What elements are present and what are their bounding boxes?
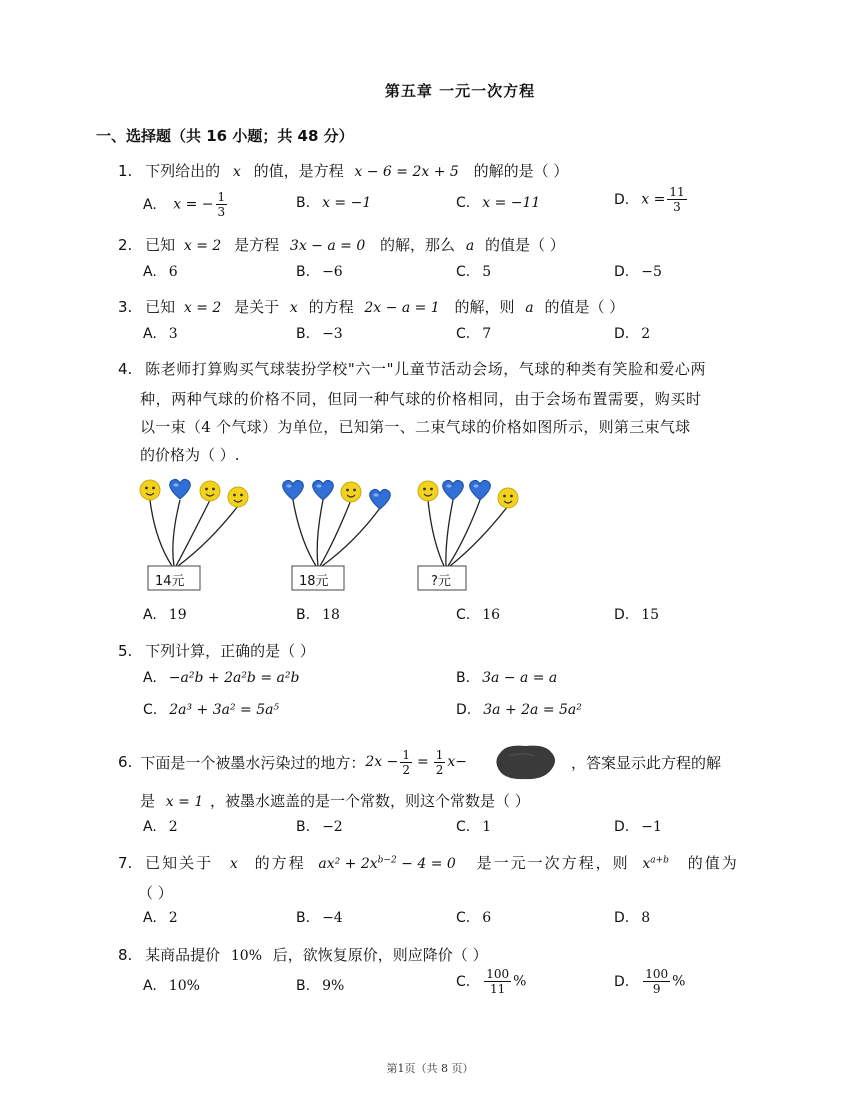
equation-part: 2x − [365, 754, 399, 770]
denominator: 11 [490, 982, 506, 996]
option-c[interactable] [143, 702, 279, 718]
option-a[interactable] [143, 819, 178, 835]
heart-balloon-icon [443, 480, 464, 500]
question-3 [118, 296, 624, 317]
question-2 [118, 234, 565, 255]
option-d[interactable] [614, 607, 659, 623]
option-c[interactable] [456, 910, 491, 926]
question-text: 已知关于 [145, 854, 214, 872]
option-c[interactable] [456, 819, 491, 835]
option-b[interactable] [456, 670, 557, 686]
page-footer: 第1页（共 8 页） [386, 1062, 474, 1075]
question-number: 5. [118, 642, 133, 660]
fraction [434, 748, 446, 777]
option-label: A. [143, 670, 157, 686]
option-label: D. [614, 819, 630, 835]
option-label: A. [143, 819, 157, 835]
question-number: 4. [118, 360, 133, 378]
option-label: C. [456, 910, 471, 926]
option-a[interactable] [143, 607, 187, 623]
option-a[interactable] [143, 326, 178, 342]
option-label: C. [456, 607, 471, 623]
option-d[interactable] [614, 967, 685, 996]
question-6 [118, 742, 721, 782]
question-text: 以一束（4 个气球）为单位，已知第一、二束气球的价格如图所示，则第三束气球 [140, 418, 691, 436]
math-var: a [525, 300, 534, 316]
price-label: 14元 [155, 574, 185, 589]
option-value: 3a − a = a [482, 670, 558, 686]
question-text: 的解，则 [454, 298, 515, 316]
numerator: 100 [486, 967, 510, 981]
option-label: C. [143, 702, 158, 718]
equation: 3x − a = 0 [289, 238, 366, 254]
question-4 [118, 358, 706, 379]
option-label: B. [296, 910, 311, 926]
condition: x = 2 [183, 300, 222, 316]
percent-sign: % [672, 973, 686, 990]
question-text: 的价格为（ ）. [140, 446, 240, 464]
option-label: D. [456, 702, 472, 718]
question-text: 的方程 [308, 298, 354, 316]
numerator: 100 [645, 967, 669, 981]
ink-blot-icon [487, 742, 567, 782]
option-value: 9% [322, 978, 345, 994]
question-text: ，答案显示此方程的解 [570, 753, 721, 772]
option-value: 3 [168, 326, 178, 342]
option-value: 18 [322, 607, 340, 623]
question-number: 2. [118, 236, 133, 254]
option-d[interactable] [614, 819, 662, 835]
heart-balloon-icon [313, 480, 334, 500]
equation: 2x − a = 1 [364, 300, 440, 316]
question-text: 是 [140, 792, 156, 810]
option-label: A. [143, 607, 157, 623]
option-b[interactable] [296, 326, 343, 342]
option-value: 1 [482, 819, 492, 835]
option-label: B. [296, 607, 311, 623]
question-text: ，被墨水遮盖的是一个常数，则这个常数是（ ） [210, 792, 530, 810]
option-value: −3 [322, 326, 343, 342]
percent-sign: % [513, 973, 527, 990]
heart-balloon-icon [283, 480, 304, 500]
option-value: 2a³ + 3a² = 5a⁵ [169, 702, 280, 718]
question-number: 7. [118, 854, 133, 872]
option-value: −5 [641, 264, 662, 280]
question-number: 1. [118, 162, 133, 180]
option-label: B. [296, 978, 311, 994]
option-label: A. [143, 910, 157, 926]
question-text: 的值为 [687, 854, 739, 872]
smiley-balloon-icon [200, 481, 220, 501]
math-var: a [465, 238, 475, 254]
denominator: 3 [673, 200, 681, 214]
question-text: 的值是（ ） [484, 236, 565, 254]
question-5 [118, 640, 315, 661]
smiley-balloon-icon [140, 480, 160, 500]
question-text: 后，欲恢复原价，则应降价（ ） [272, 946, 488, 964]
option-label: C. [456, 195, 471, 211]
option-value: −1 [641, 819, 662, 835]
option-a[interactable] [143, 190, 229, 219]
option-d[interactable] [614, 264, 662, 280]
price-label: ?元 [431, 574, 451, 589]
option-value: x = −11 [482, 195, 541, 211]
numerator: 1 [402, 747, 410, 762]
price-label: 18元 [299, 574, 329, 589]
option-value: 2 [168, 819, 178, 835]
math-var: x [229, 856, 238, 872]
question-text: 的值是（ ） [544, 298, 625, 316]
question-text: （ ） [138, 884, 173, 902]
option-b[interactable] [296, 978, 344, 994]
page-title: 第五章 一元一次方程 [384, 82, 536, 100]
option-value: 15 [641, 607, 660, 623]
equation-part: = [416, 754, 429, 770]
option-label: D. [614, 326, 630, 342]
numerator: 1 [217, 190, 226, 204]
expression: $x^{a+b}$ [642, 855, 669, 872]
option-a[interactable] [143, 910, 178, 926]
option-label: D. [614, 264, 630, 280]
question-number: 3. [118, 298, 133, 316]
option-b[interactable] [296, 910, 343, 926]
math-var: x [289, 300, 298, 316]
option-label: D. [614, 910, 630, 926]
option-d[interactable] [614, 326, 650, 342]
option-c[interactable] [456, 326, 491, 342]
question-1 [118, 160, 568, 181]
option-label: B. [296, 326, 311, 342]
option-d[interactable] [614, 185, 689, 214]
option-value: −6 [322, 264, 343, 280]
option-value: −a²b + 2a²b = a²b [168, 670, 300, 686]
fraction [484, 967, 511, 996]
question-text: 种，两种气球的价格不同，但同一种气球的价格相同，由于会场布置需要，购买时 [140, 390, 702, 408]
option-label: D. [614, 607, 630, 623]
option-a[interactable] [143, 264, 178, 280]
question-number: 8. [118, 946, 133, 964]
question-text: 下列计算，正确的是（ ） [145, 642, 315, 660]
numerator: 11 [669, 185, 685, 199]
option-label: B. [296, 819, 311, 835]
option-label: A. [143, 978, 157, 994]
denominator: 3 [217, 205, 226, 219]
option-d[interactable] [456, 702, 582, 718]
option-b[interactable] [296, 607, 340, 623]
option-c[interactable] [456, 195, 540, 211]
option-value: 3a + 2a = 5a² [483, 702, 582, 718]
question-text: 下列给出的 [145, 162, 221, 180]
option-b[interactable] [296, 264, 343, 280]
option-label: C. [456, 326, 471, 342]
option-label: C. [456, 973, 471, 990]
question-text: 的解，那么 [380, 236, 456, 254]
equation: x − 6 = 2x + 5 [354, 164, 459, 180]
fraction [216, 190, 228, 219]
percent-value: 10% [230, 948, 263, 964]
option-value: 6 [168, 264, 178, 280]
option-b[interactable] [296, 819, 343, 835]
question-text: 是一元一次方程，则 [476, 854, 630, 872]
equation: $ax^2 + 2x^{b-2} - 4 = 0$ [318, 855, 456, 872]
option-b[interactable] [296, 195, 371, 211]
question-text: 的值，是方程 [253, 162, 344, 180]
balloon-figure [130, 470, 550, 596]
option-label: B. [296, 195, 311, 211]
question-number: 6. [118, 753, 133, 771]
denominator: 2 [435, 762, 444, 777]
numerator: 1 [435, 747, 444, 762]
fraction [400, 748, 412, 777]
option-label: A. [143, 264, 157, 280]
option-value: 10% [168, 978, 200, 994]
option-value: −2 [322, 819, 343, 835]
option-label: A. [143, 326, 157, 342]
heart-balloon-icon [170, 479, 191, 499]
question-text: 已知 [145, 236, 176, 254]
option-value: x = −1 [322, 195, 372, 211]
equation-part: x− [447, 754, 467, 770]
question-text: 是方程 [234, 236, 280, 254]
option-value: 2 [168, 910, 178, 926]
question-text: 某商品提价 [145, 946, 221, 964]
option-c[interactable] [456, 264, 491, 280]
option-c[interactable] [456, 607, 500, 623]
heart-balloon-icon [470, 480, 491, 500]
smiley-balloon-icon [498, 488, 518, 508]
option-value: 5 [482, 264, 492, 280]
option-label: D. [614, 973, 630, 990]
option-value: 6 [482, 910, 492, 926]
option-value: 16 [482, 607, 501, 623]
question-6-line2 [140, 790, 530, 811]
option-value: x = − [173, 196, 214, 213]
question-text: 下面是一个被墨水污染过的地方： [140, 753, 366, 772]
smiley-balloon-icon [418, 481, 438, 501]
heart-balloon-icon [370, 489, 391, 509]
fraction [643, 967, 670, 996]
option-value: −4 [322, 910, 343, 926]
option-c[interactable] [456, 967, 526, 996]
denominator: 2 [402, 762, 410, 777]
option-a[interactable] [143, 978, 200, 994]
option-value: 8 [641, 910, 651, 926]
condition: x = 1 [165, 794, 204, 810]
option-label: B. [296, 264, 311, 280]
question-text: 陈老师打算购买气球装扮学校"六一"儿童节活动会场，气球的种类有笑脸和爱心两 [145, 360, 707, 378]
option-value: 2 [641, 326, 651, 342]
option-label: C. [456, 819, 471, 835]
question-text: 的方程 [254, 854, 306, 872]
fraction [667, 185, 686, 214]
option-label: D. [614, 191, 630, 208]
section-heading: 一、选择题（共 16 小题；共 48 分） [96, 127, 354, 145]
question-8 [118, 944, 488, 965]
option-label: C. [456, 264, 471, 280]
option-d[interactable] [614, 910, 650, 926]
option-value: x = [641, 191, 666, 208]
question-7 [118, 852, 739, 873]
option-value: 7 [482, 326, 492, 342]
smiley-balloon-icon [228, 487, 248, 507]
question-text: 已知 [145, 298, 176, 316]
option-value: 19 [168, 607, 187, 623]
option-label: A. [143, 196, 157, 213]
option-label: B. [456, 670, 471, 686]
option-a[interactable] [143, 670, 299, 686]
question-text: 是关于 [234, 298, 280, 316]
math-var: x [232, 164, 241, 180]
denominator: 9 [652, 982, 661, 996]
question-text: 的解的是（ ） [473, 162, 569, 180]
smiley-balloon-icon [341, 482, 361, 502]
condition: x = 2 [183, 238, 222, 254]
